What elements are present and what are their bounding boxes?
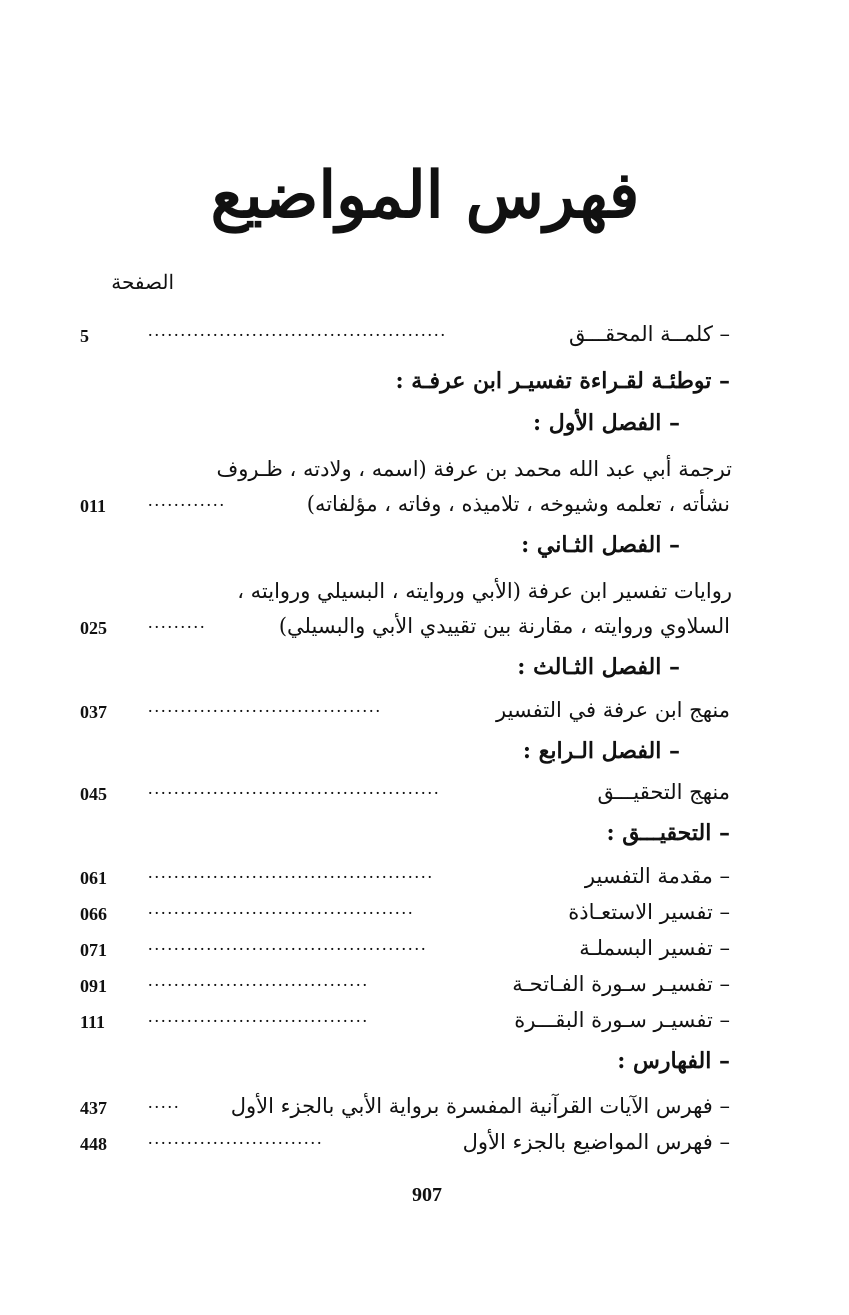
leader-dots: ......................................... <box>148 898 415 918</box>
toc-chapter-heading <box>80 654 680 688</box>
toc-entry-text: – تفسير الاستعـاذة <box>568 900 730 924</box>
leader-dots: ........................................... <box>148 934 428 954</box>
toc-entry <box>80 1130 730 1164</box>
toc-entry-text: نشأته ، تعلمه وشيوخه ، تلاميذه ، وفاته ، مؤلفاته) <box>306 492 730 516</box>
toc-entry-text: – فهرس المواضيع بالجزء الأول <box>462 1130 730 1154</box>
toc-entry-text: – تفسيـر سـورة الفـاتحـة <box>512 972 730 996</box>
leader-dots: .............................................. <box>148 320 447 340</box>
toc-chapter-heading <box>80 532 680 566</box>
toc-page-number: 437 <box>80 1098 107 1118</box>
toc-entry-text: – تفسير البسملـة <box>579 936 730 960</box>
toc-entry-text: منهج التحقيـــق <box>597 780 730 804</box>
toc-entry <box>80 698 730 732</box>
toc-entry-text: – الفصل الثـاني : <box>521 532 680 558</box>
toc-entry <box>80 864 730 898</box>
toc-entry <box>80 972 730 1006</box>
toc-paragraph-line: ترجمة أبي عبد الله محمد بن عرفة (اسمه ، ولادته ، ظـروف <box>216 457 732 481</box>
toc-entry <box>80 492 730 526</box>
toc-page-number: 071 <box>80 940 107 960</box>
leader-dots: ........................... <box>148 1128 324 1148</box>
toc-page-number: 066 <box>80 904 107 924</box>
toc-page-number: 037 <box>80 702 107 722</box>
toc-entry-text: السلاوي وروايته ، مقارنة بين تقييدي الأبي والبسيلي) <box>278 614 730 638</box>
toc-entry <box>80 322 730 356</box>
leader-dots: ............ <box>148 490 226 510</box>
toc-section-heading <box>80 1048 730 1082</box>
toc-page-number: 448 <box>80 1134 107 1154</box>
toc-entry-text: – كلمــة المحقـــق <box>568 322 730 346</box>
leader-dots: .................................... <box>148 696 382 716</box>
leader-dots: ..... <box>148 1092 181 1112</box>
leader-dots: ......... <box>148 612 207 632</box>
toc-entry-text: – التحقيـــق : <box>606 820 730 846</box>
toc-paragraph-line: روايات تفسير ابن عرفة (الأبي وروايته ، البسيلي وروايته ، <box>237 579 732 603</box>
toc-entry-text: – مقدمة التفسير <box>584 864 730 888</box>
toc-entry-text: – الفصل الثـالث : <box>517 654 680 680</box>
toc-entry <box>80 1094 730 1128</box>
toc-entry-text: – الفصل الـرابع : <box>522 738 680 764</box>
toc-page-number: 025 <box>80 618 107 638</box>
toc-chapter-heading <box>80 738 680 772</box>
toc-entry <box>80 936 730 970</box>
toc-page-number: 091 <box>80 976 107 996</box>
toc-entry <box>80 780 730 814</box>
toc-entry <box>80 900 730 934</box>
toc-section-heading <box>80 368 730 402</box>
toc-page-number: 111 <box>80 1012 106 1032</box>
toc-page-number: 5 <box>80 326 89 346</box>
leader-dots: ............................................ <box>148 862 434 882</box>
toc-entry-text: – الفصل الأول : <box>532 410 680 436</box>
toc-section-heading <box>80 820 730 854</box>
toc-chapter-heading <box>80 410 680 444</box>
toc-entry <box>80 614 730 648</box>
toc-entry-text: – فهرس الآيات القرآنية المفسرة برواية الأبي بالجزء الأول <box>230 1094 730 1118</box>
page-number: 907 <box>412 1184 442 1206</box>
page-title: فهرس المواضيع <box>210 157 640 233</box>
toc-entry-text: – تفسيـر سـورة البقـــرة <box>514 1008 730 1032</box>
leader-dots: .................................. <box>148 970 369 990</box>
toc-entry-text: – توطئـة لقـراءة تفسيـر ابن عرفـة : <box>395 368 730 394</box>
leader-dots: ............................................. <box>148 778 441 798</box>
toc-entry-text: منهج ابن عرفة في التفسير <box>496 698 730 722</box>
page-column-header: الصفحة <box>111 270 174 294</box>
leader-dots: .................................. <box>148 1006 369 1026</box>
toc-page-number: 061 <box>80 868 107 888</box>
toc-entry <box>80 1008 730 1042</box>
toc-entry-text: – الفهارس : <box>617 1048 730 1074</box>
toc-page-number: 045 <box>80 784 107 804</box>
toc-page-number: 011 <box>80 496 107 516</box>
